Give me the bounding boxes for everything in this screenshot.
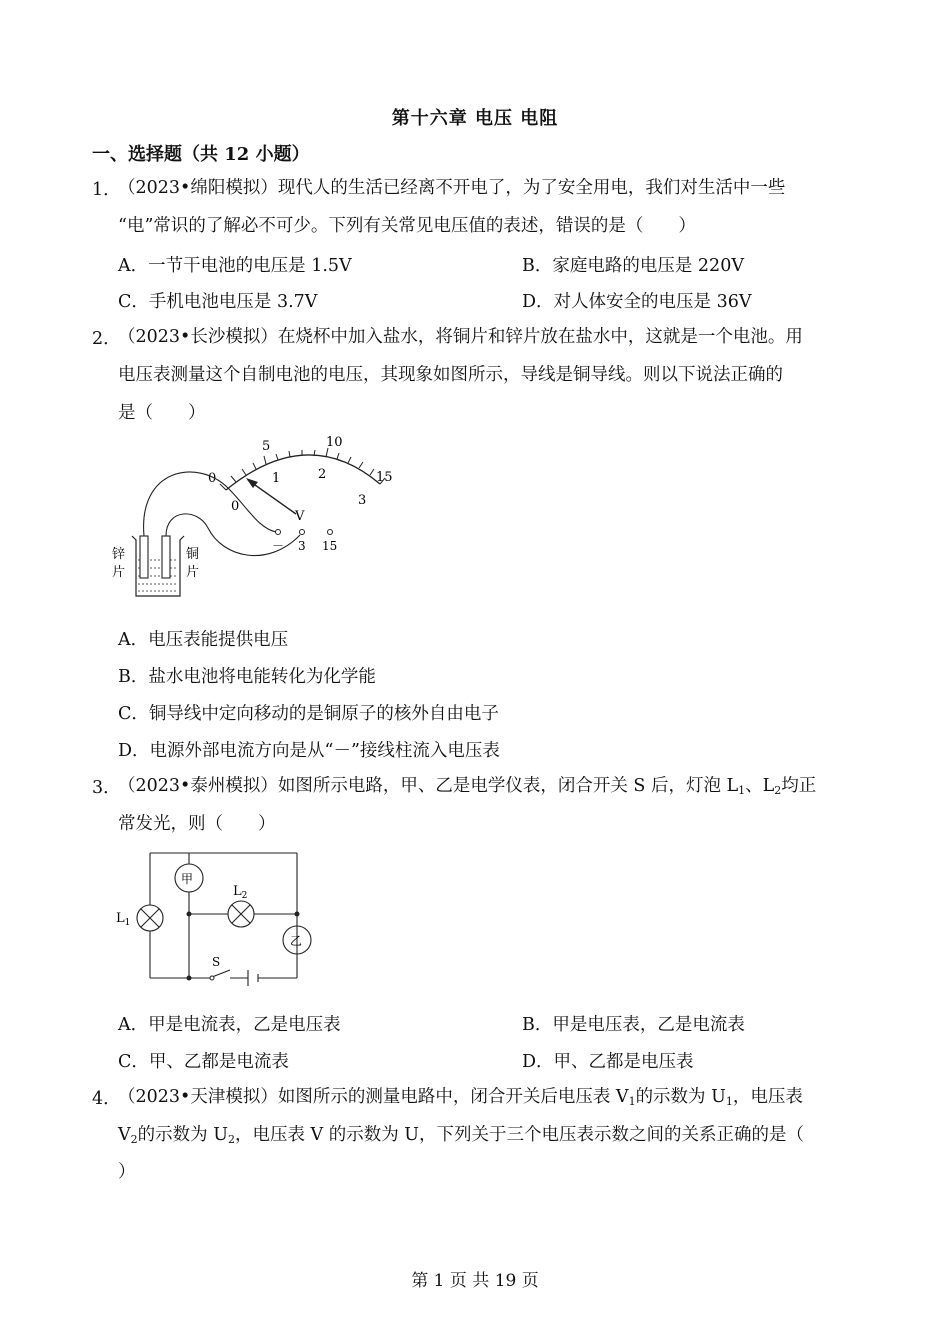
scale-bottom-label: 3 <box>358 493 367 508</box>
option-a: A．电压表能提供电压 <box>118 630 289 650</box>
meter-yi-label: 乙 <box>290 934 303 948</box>
option-c: C．手机电池电压是 3.7V <box>118 292 318 312</box>
question-text-line: 常发光，则（ ） <box>118 814 276 834</box>
question-text-line: $V_2$的示数为 $U_2$，电压表 V 的示数为 U，下列关于三个电压表示数之间的关系正确的是（ <box>118 1125 805 1146</box>
question-number: 3． <box>92 778 121 798</box>
terminal-label: 3 <box>298 539 306 553</box>
meter-jia-label: 甲 <box>181 872 194 886</box>
copper-label: 铜 <box>186 547 200 562</box>
option-a: A．甲是电流表，乙是电压表 <box>118 1015 341 1035</box>
scale-bottom-label: 1 <box>272 471 281 486</box>
question-text-line: “电”常识的了解必不可少。下列有关常见电压值的表述，错误的是（ ） <box>118 216 696 236</box>
option-c: C．甲、乙都是电流表 <box>118 1052 289 1072</box>
scale-top-label: 0 <box>208 471 217 486</box>
question-number: 4． <box>92 1089 121 1109</box>
question-text-line: 是（ ） <box>118 403 206 423</box>
meter-label: V <box>295 509 305 524</box>
terminal-label: － <box>272 539 285 553</box>
scale-top-label: 10 <box>326 435 343 450</box>
question-text-line: （2023•泰州模拟）如图所示电路，甲、乙是电学仪表，闭合开关 S 后，灯泡 $L_1$、$L_2$均正 <box>118 776 817 797</box>
scale-bottom-label: 0 <box>231 499 240 514</box>
question-text-line: 电压表测量这个自制电池的电压，其现象如图所示，导线是铜导线。则以下说法正确的 <box>118 365 783 385</box>
lamp1-label: $L_1$ <box>116 911 131 928</box>
option-b: B．甲是电压表，乙是电流表 <box>522 1015 745 1035</box>
voltmeter-battery-figure <box>108 428 408 603</box>
question-number: 1． <box>92 180 121 200</box>
scale-bottom-label: 2 <box>318 467 327 482</box>
terminal-label: 15 <box>322 539 338 553</box>
zinc-label: 锌 <box>112 547 126 562</box>
copper-label: 片 <box>186 565 200 580</box>
question-text-line: （2023•天津模拟）如图所示的测量电路中，闭合开关后电压表 $V_1$的示数为 $U_1$，电压表 <box>118 1087 803 1108</box>
question-number: 2． <box>92 329 121 349</box>
zinc-label: 片 <box>112 565 126 580</box>
page-title: 第十六章 电压 电阻 <box>391 108 559 129</box>
option-b: B．盐水电池将电能转化为化学能 <box>118 667 376 687</box>
option-d: D．电源外部电流方向是从“－”接线柱流入电压表 <box>118 741 500 761</box>
option-c: C．铜导线中定向移动的是铜原子的核外自由电子 <box>118 704 499 724</box>
question-text-line: （2023•绵阳模拟）现代人的生活已经离不开电了，为了安全用电，我们对生活中一些 <box>118 178 786 198</box>
question-text-line: （2023•长沙模拟）在烧杯中加入盐水，将铜片和锌片放在盐水中，这就是一个电池。用 <box>118 327 803 347</box>
circuit-figure <box>112 846 312 986</box>
option-a: A．一节干电池的电压是 1.5V <box>118 256 352 276</box>
scale-top-label: 15 <box>376 470 393 485</box>
option-d: D．甲、乙都是电压表 <box>522 1052 694 1072</box>
option-d: D．对人体安全的电压是 36V <box>522 292 752 312</box>
question-text-line: ） <box>118 1162 136 1182</box>
page-footer: 第 1 页 共 19 页 <box>411 1271 539 1291</box>
lamp2-label: $L_2$ <box>233 884 248 901</box>
scale-top-label: 5 <box>262 439 271 454</box>
section-heading: 一、选择题（共 12 小题） <box>92 144 310 165</box>
switch-label: S <box>212 955 221 969</box>
option-b: B．家庭电路的电压是 220V <box>522 256 744 276</box>
